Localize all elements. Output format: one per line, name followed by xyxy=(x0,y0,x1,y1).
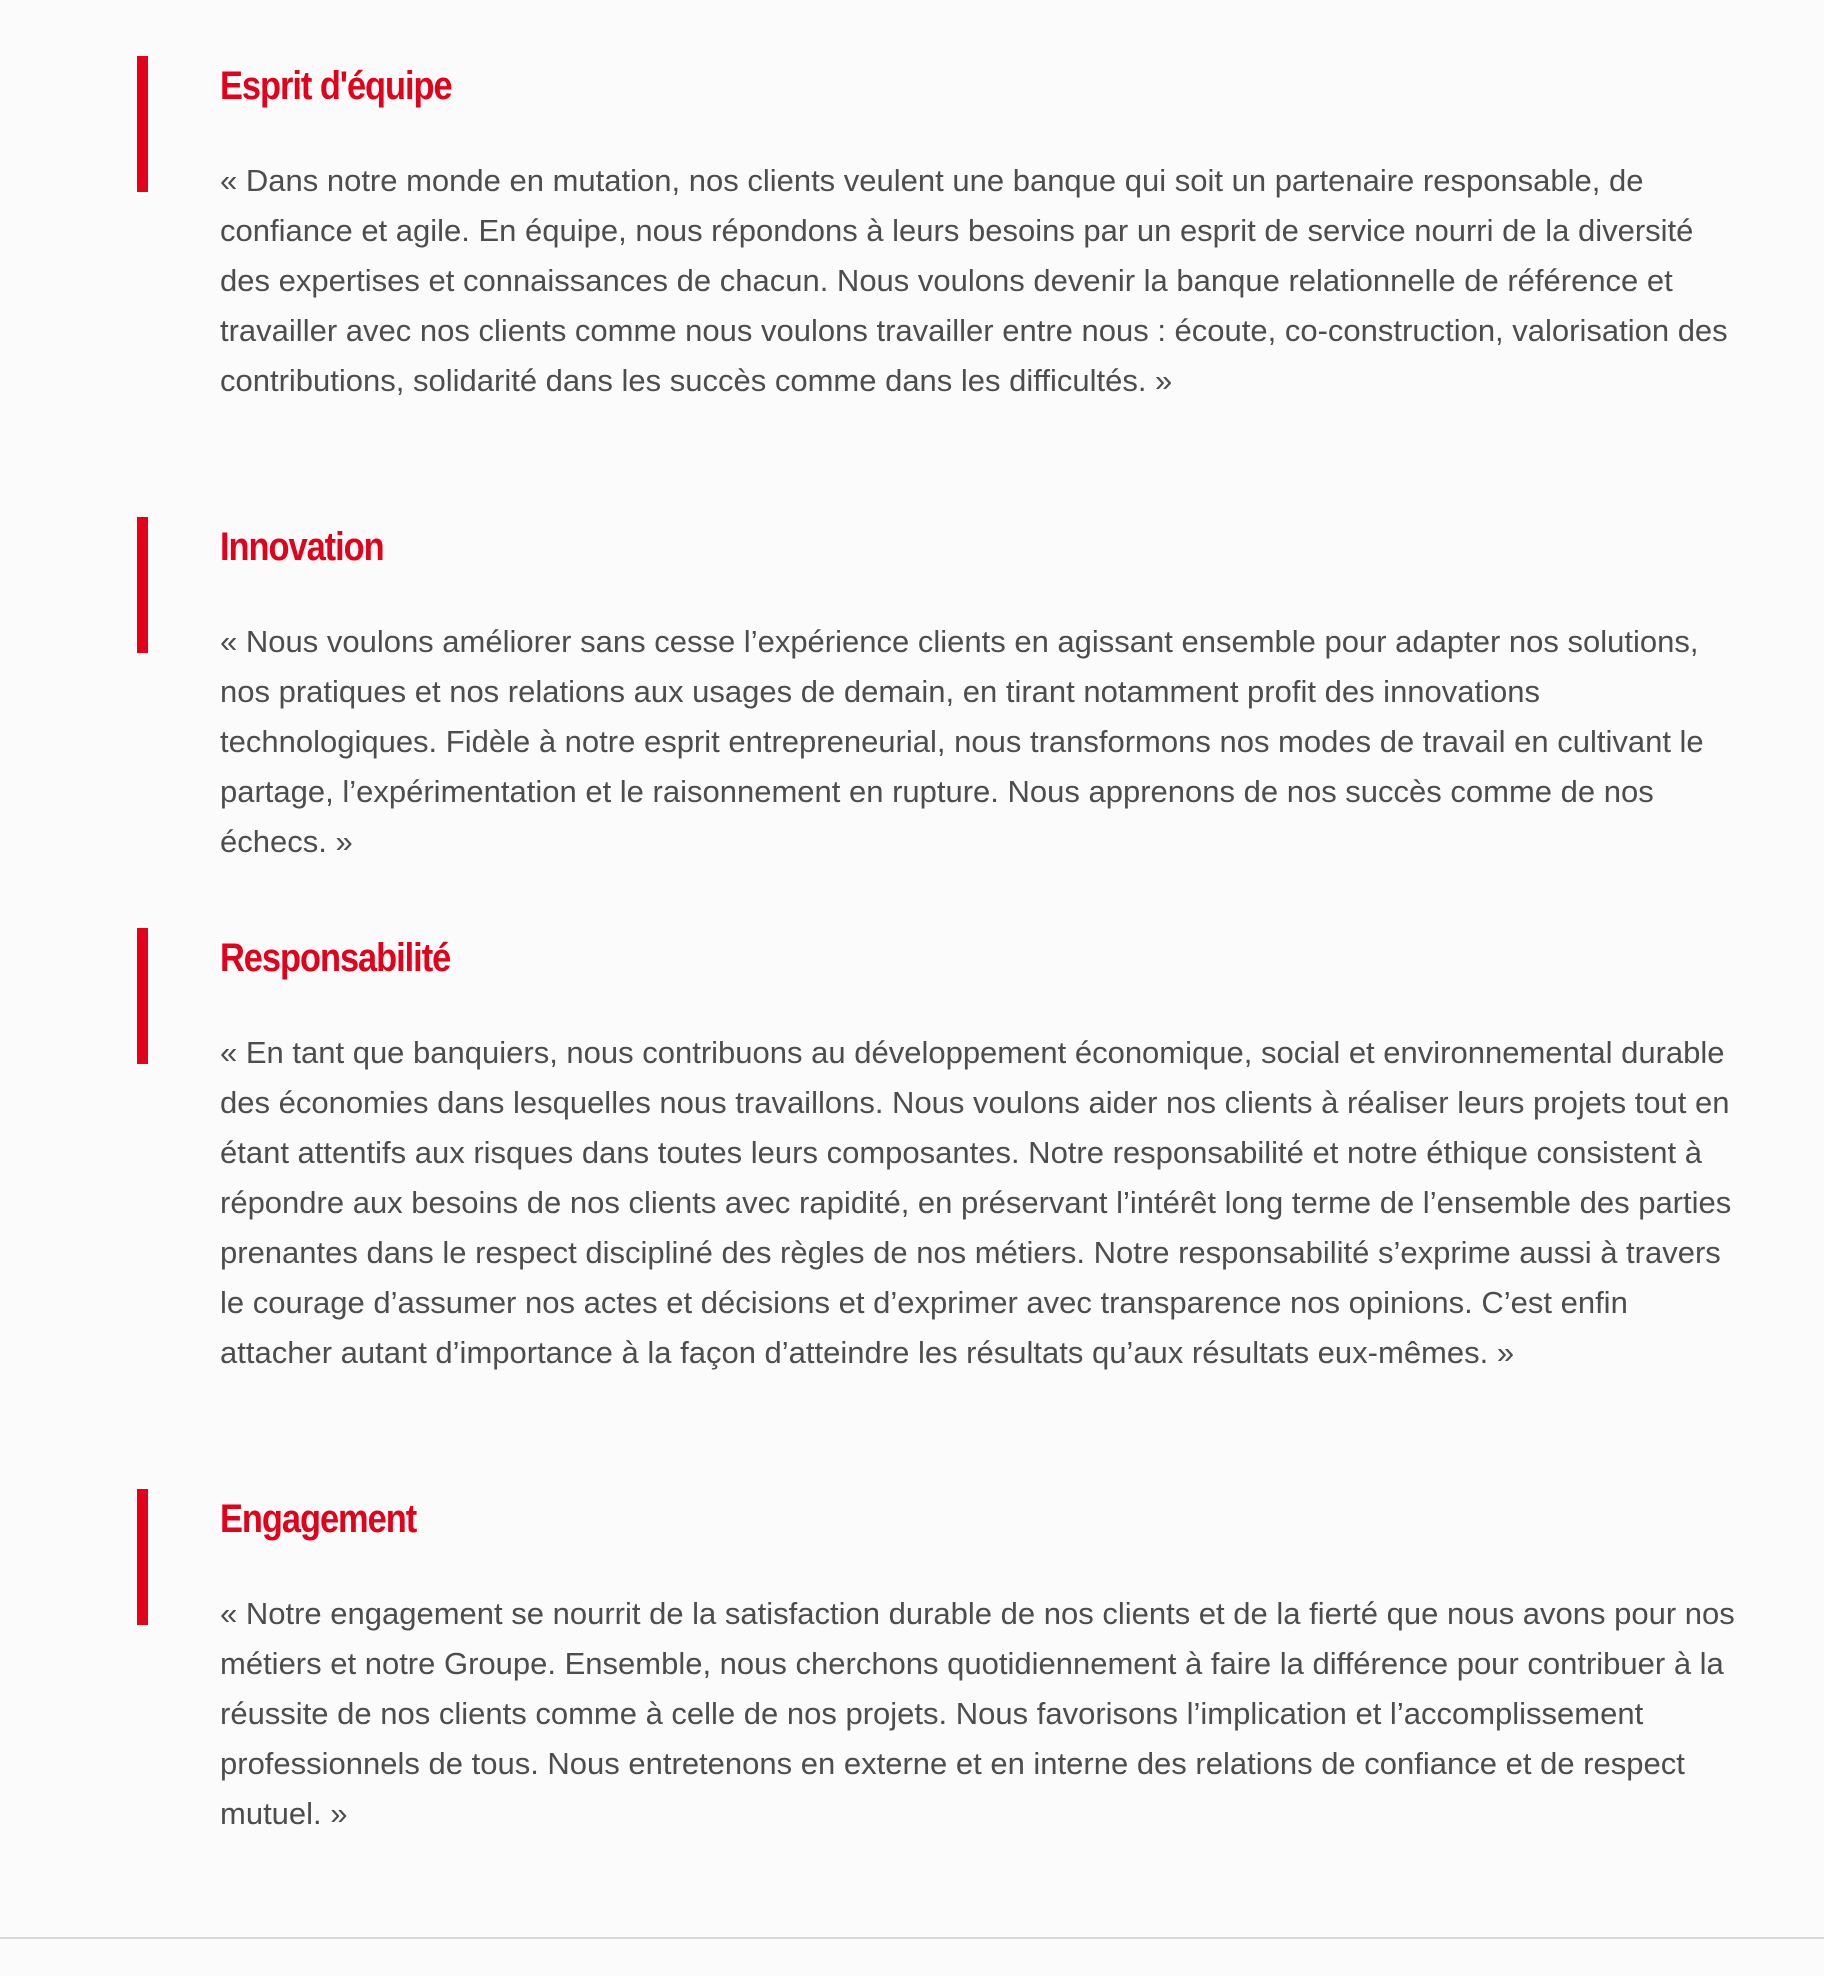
value-title: Esprit d'équipe xyxy=(220,64,452,108)
value-description: « Nous voulons améliorer sans cesse l’expérience clients en agissant ensemble pour adapter nos solutions, nos pratiques et nos relations aux usages de demain, en tirant notamment profit des innovations technologiques. Fidèle à notre esprit entrepreneurial, nous transformons nos modes de travail en cultivant le partage, l’expérimentation et le raisonnement en rupture. Nous apprenons de nos succès comme de nos échecs. » xyxy=(220,624,1704,859)
bottom-divider xyxy=(0,1937,1824,1939)
accent-bar xyxy=(137,1489,148,1625)
value-description: « En tant que banquiers, nous contribuons au développement économique, social et environnemental durable des économies dans lesquelles nous travaillons. Nous voulons aider nos clients à réaliser leurs projets tout en étant attentifs aux risques dans toutes leurs composantes. Notre responsabilité et notre éthique consistent à répondre aux besoins de nos clients avec rapidité, en préservant l’intérêt long terme de l’ensemble des parties prenantes dans le respect discipliné des règles de nos métiers. Notre responsabilité s’exprime aussi à travers le courage d’assumer nos actes et décisions et d’exprimer avec transparence nos opinions. C’est enfin attacher autant d’importance à la façon d’atteindre les résultats qu’aux résultats eux-mêmes. » xyxy=(220,1035,1732,1370)
value-title: Innovation xyxy=(220,525,384,569)
value-description: « Notre engagement se nourrit de la satisfaction durable de nos clients et de la fierté que nous avons pour nos métiers et notre Groupe. Ensemble, nous cherchons quotidiennement à faire la différence pour contribuer à la réussite de nos clients comme à celle de nos projets. Nous favorisons l’implication et l’accomplissement professionnels de tous. Nous entretenons en externe et en interne des relations de confiance et de respect mutuel. » xyxy=(220,1596,1735,1831)
accent-bar xyxy=(137,517,148,653)
accent-bar xyxy=(137,928,148,1064)
value-title: Engagement xyxy=(220,1497,417,1541)
accent-bar xyxy=(137,56,148,192)
value-description: « Dans notre monde en mutation, nos clients veulent une banque qui soit un partenaire responsable, de confiance et agile. En équipe, nous répondons à leurs besoins par un esprit de service nourri de la diversité des expertises et connaissances de chacun. Nous voulons devenir la banque relationnelle de référence et travailler avec nos clients comme nous voulons travailler entre nous : écoute, co-construction, valorisation des contributions, solidarité dans les succès comme dans les difficultés. » xyxy=(220,163,1728,398)
value-title: Responsabilité xyxy=(220,936,451,980)
